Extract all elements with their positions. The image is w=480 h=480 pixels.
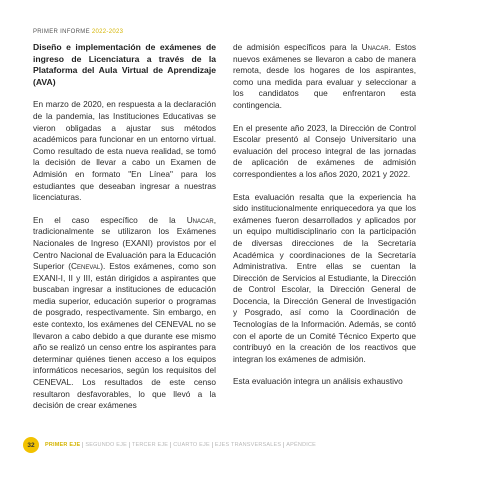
right-p1-part-b: . Estos nuevos exámenes se llevaron a cabo de manera remota, desde los hogares de los aspirantes, como una medida para evaluar y seleccionar a los candidatos que enfrentaron esta contingencia.	[233, 42, 416, 110]
nav-cuarto-eje[interactable]: CUARTO EJE	[171, 442, 213, 448]
ceneval-smallcaps: Ceneval	[71, 261, 101, 272]
left-column	[33, 42, 216, 423]
left-p2-part-c: ). Estos exámenes, como son EXANI-I, II y III, están dirigidos a aspirantes que buscaban ingresar a instituciones de educación media superior, educación superior o programas de posgrado, respectivamente. Sin embargo, en este contexto, los exámenes del CENEVAL no se llevaron a cabo debido a que durante ese mismo año se realizó un censo entre los aspirantes para determinar quiénes tienen acceso a los equipos informáticos necesarios, según los requisitos del CENEVAL. Los resultados de este censo resultaron desfavorables, lo que llevó a la decisión de crear exámenes	[33, 261, 216, 411]
section-nav	[45, 442, 318, 448]
header-prefix: PRIMER INFORME	[33, 29, 90, 35]
right-paragraph-3: Esta evaluación resalta que la experiencia ha sido institucionalmente enriquecedora ya que los exámenes fueron desarrollados y aplicados por un equipo multidisciplinario con la participación de diversas direcciones de la Secretaría Académica y coordinaciones de la Secretaría Administrativa. Entre ellas se cuentan la Dirección de Servicios al Estudiante, la Dirección de Control Escolar, la Dirección General de Docencia, la Dirección General de Investigación y Posgrado, así como la Coordinación de Tecnologías de la Información. Además, se contó con el aporte de un Comité Técnico Experto que contribuyó en la creación de los reactivos que integran los exámenes de admisión.	[233, 191, 416, 364]
header-year: 2022-2023	[91, 29, 124, 35]
page-number: 32	[27, 441, 35, 449]
running-header	[33, 29, 123, 35]
nav-tercer-eje[interactable]: TERCER EJE	[130, 442, 171, 448]
unacar-smallcaps-right: Unacar	[361, 42, 389, 52]
nav-ejes-transversales[interactable]: EJES TRANSVERSALES	[213, 442, 284, 448]
left-p2-part-a: En el caso específico de la	[33, 214, 187, 225]
right-paragraph-4: Esta evaluación integra un análisis exhaustivo	[233, 376, 403, 387]
left-paragraph-1: En marzo de 2020, en respuesta a la declaración de la pandemia, las Instituciones Educativas se vieron obligadas a ajustar sus métodos académicos para funcionar en un entorno virtual. Como resultado de esta nueva realidad, se tomó la decisión de llevar a cabo un Examen de Admisión en formato "En Línea" para los estudiantes que deseaban ingresar a nuestras licenciaturas.	[33, 99, 216, 203]
nav-segundo-eje[interactable]: SEGUNDO EJE	[83, 442, 130, 448]
unacar-smallcaps: Unacar	[186, 214, 214, 225]
left-p2-part-b: , tradicionalmente se utilizaron los Exámenes Nacionales de Ingreso (EXANI) provistos por el Centro Nacional de Evaluación para la Educación Superior (	[33, 214, 216, 272]
page-number-badge	[23, 437, 39, 453]
page-footer	[0, 437, 480, 457]
left-paragraph-2	[33, 215, 216, 412]
right-column	[233, 42, 416, 399]
section-heading: Diseño e implementación de exámenes de ingreso de Licenciatura a través de la Plataforma del Aula Virtual de Aprendizaje (AVA)	[33, 42, 216, 87]
nav-apendice[interactable]: APÉNDICE	[286, 442, 317, 448]
nav-primer-eje[interactable]: PRIMER EJE	[45, 442, 83, 448]
right-p1-part-a: de admisión específicos para la	[233, 42, 362, 52]
right-paragraph-2: En el presente año 2023, la Dirección de Control Escolar presentó al Consejo Universitario una evaluación del proceso integral de las jornadas de aplicación de exámenes de admisión correspondientes a los años 2020, 2021 y 2022.	[233, 122, 416, 179]
right-paragraph-1	[233, 42, 416, 112]
